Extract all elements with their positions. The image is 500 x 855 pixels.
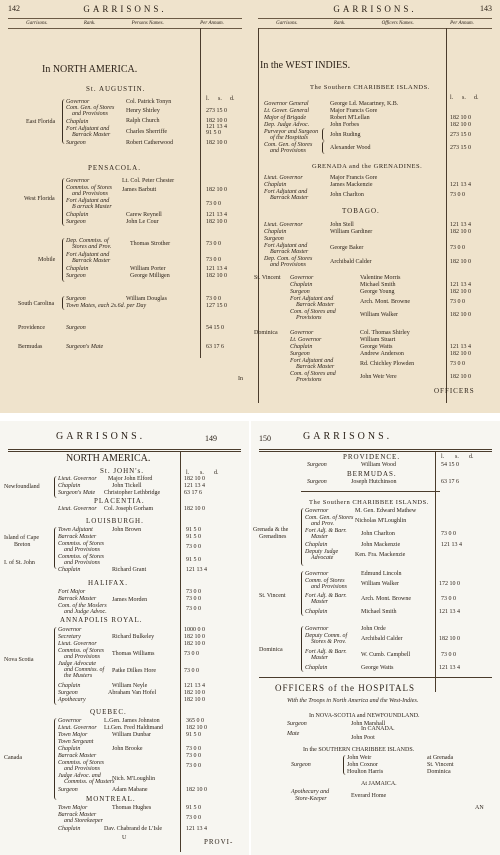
column-heads: Garrisons. Rank. Persons Names. Per Annum. [8,18,242,29]
garrison-name: Bermudas [18,344,43,350]
running-title: GARRISONS. [83,4,167,14]
section-heading: HALIFAX. [88,579,128,587]
section-heading: The Southern CHARIBBEE ISLANDS. [310,84,430,91]
section-heading: At JAMAICA. [361,781,397,787]
garrison-name: Canada [4,755,22,761]
catchword: AN [475,805,484,811]
section-heading: St. AUGUSTIN. [86,85,146,93]
running-title: GARRISONS. [333,4,417,14]
section-heading: PLACENTIA. [94,497,145,505]
region-heading: In NORTH AMERICA. [42,64,138,75]
officers-subheading: With the Troops in North America and the West-Indies. [287,698,419,704]
page-149: GARRISONS. 149 NORTH AMERICA. St. JOHN's. l. s. d. Newfoundland Lieut. Governor Chaplain Surgeon's Mate Major John Elford John Tickell Christopher Lethbridge 182 10 0 121 13 4 63 17 6 PLACENTIA. Lieut. Governor Col. Joseph Gorham 182 10 0 LOUISBURGH. Island of Cape Breton Town Adjutant Barrack Master Commiss. of Stores and Provisions Commiss. of Stores and Provisions Chaplain I. of St. John John Brown Richard Grant 91 5 0 91 5 0 73 0 0 91 5 0 121 13 4 HALIFAX. Fort Major Barrack Master Com. of the Moslers and Judge Advoc. James Morden 73 0 0 73 0 0 73 0 0 ANNAPOLIS ROYAL. Nova Scotia Governor Secretary Lieut. Governor Commiss. of Stores and Provisions Judge Advocate and Commiss. of the Musters Chaplain Surgeon Apothecary Richard Bulkeley Thomas Williams Patke Dilkes Hore William Neyle Abraham Van Hofel 1000 0 0 182 10 0 182 10 0 73 0 0 73 0 0 121 13 4 182 10 0 182 10 0 QUEBEC. Canada Governor Lieut. Governor Town Major Town Sergeant Chaplain Barrack Master Commiss. of Stores and Provisions Judge Advoc. and Commiss. of Musters Surgeon L.Gen. James Johnston Lt.Gen. Fred Haldimand William Dunbar John Brooke Nich. M'Loughlin Adam Mabane 365 0 0 182 10 0 91 5 0 73 0 0 73 0 0 73 0 0 182 10 0 MONTREAL. Town Major Barrack Master and Storekeeper Chaplain Thomas Hughes Dav. Chabrand de L'Isle 91 5 0 73 0 0 121 13 4 U PROVI- [0,421,249,855]
garrison-name: West Florida [24,196,55,202]
catchword: OFFICERS [434,387,475,395]
section-heading: GRENADA and the GRENADINES. [312,163,423,170]
garrison-name: I. of St. John [4,560,35,566]
column-heads: Garrisons. Rank. Officers Names. Per Annum. [258,18,492,29]
section-heading: The Southern CHARIBBEE ISLANDS. [309,499,429,506]
garrison-name: Dominica [259,647,283,653]
running-title: GARRISONS. [56,431,146,442]
garrison-name: St. Vincent [254,275,281,281]
garrison-name: Dominica [254,330,278,336]
region-heading: NORTH AMERICA. [66,453,151,464]
garrison-name: Newfoundland [4,484,40,490]
page-header [258,4,492,18]
section-heading: ANNAPOLIS ROYAL. [60,616,143,624]
signature-mark: U [122,835,127,841]
garrison-name: Mobile [38,257,56,263]
page-number: 149 [205,434,217,443]
catchword: PROVI- [204,838,234,846]
garrison-name: Nova Scotia [4,657,34,663]
garrison-name: Providence [18,325,45,331]
page-number: 143 [480,4,492,13]
section-heading: In NOVA-SCOTIA and NEWFOUNDLAND. [309,713,420,719]
officers-heading: OFFICERS of the HOSPITALS [275,683,416,693]
section-heading: St. JOHN's. [100,467,144,475]
garrison-name: East Florida [26,119,56,125]
section-heading: TOBAGO. [342,207,380,215]
region-heading: In the WEST INDIES. [260,60,351,71]
section-heading: MONTREAL. [86,795,136,803]
page-number: 142 [8,4,20,13]
garrison-name: St. Vincent [259,593,286,599]
page-header [8,4,242,18]
garrison-name: Grenada & the [253,527,289,533]
garrison-name: Island of Cape [4,535,39,541]
page-number: 150 [259,434,271,443]
catchword: In [238,376,243,382]
section-heading: BERMUDAS. [347,470,397,478]
running-title: GARRISONS. [303,431,393,442]
section-heading: PROVIDENCE. [343,453,401,461]
page-143: GARRISONS. 143 Garrisons. Rank. Officers Names. Per Annum. In the WEST INDIES. The Southern CHARIBBEE ISLANDS. l. s. d. Governor General Lt. Gover. General Major of Brigade Dep. Judge Advoc. Purveyor and Surgeon of the Hospitals Com. Gen. of Stores and Provisions George Ld. Macartney, K.B. Major Francis Gore Robert M'Lellan John Forbes John Ruding Alexander Wood 182 10 0 182 10 0 273 15 0 273 15 0 GRENADA and the GRENADINES. Lieut. Governor Chaplain Fort Adjutant and Barrack Master Major Francis Gore James Mackenzie John Charlton 121 13 4 73 0 0 TOBAGO. Lieut. Governor Chaplain Surgeon Fort Adjutant and Barrack Master Dep. Com. of Stores and Provisions John Stell William Gardiner George Baker Archibald Calder 121 13 4 182 10 0 73 0 0 182 10 0 St. Vincent Governor Chaplain Surgeon Fort Adjutant and Barrack Master Com. of Stores and Provisions Valentine Morris Michael Smith George Young Arch. Mont. Browne William Walker 121 13 4 182 10 0 73 0 0 182 10 0 Dominica Governor Lt. Governor Chaplain Surgeon Fort Adjutant and Barrack Master Com. of Stores and Provisions Col. Thomas Shirley William Stuart George Watts Andrew Anderson Rd. Chichley Plowden John Weir Vere 121 13 4 182 10 0 73 0 0 182 10 0 OFFICERS [250,0,500,413]
section-heading: PENSACOLA. [88,164,141,172]
section-heading: QUEBEC. [90,708,127,716]
page-150: 150 GARRISONS. PROVIDENCE. l. s. d. Surgeon William Wood 54 15 0 BERMUDAS. Surgeon Joseph Hutchinson 63 17 6 The Southern CHARIBBEE ISLANDS. Grenada & the Grenadines Governor Com. Gen. of Stores and Prov. Fort Adj. & Barr. Master Chaplain Deputy Judge Advocate M. Gen. Edward Mathew Nicholas M'Loughlin John Charlton John Mackenzie Ken. Fra. Mackenzie 73 0 0 121 13 4 St. Vincent Governor Comm. of Stores and Provisions Fort Adj. & Barr. Master Chaplain Edmund Lincoln William Walker Arch. Mont. Browne Michael Smith 172 10 0 73 0 0 121 13 4 Dominica Governor Deputy Comm. of Stores & Prov. Fort Adj. & Barr. Master Chaplain John Orde Archibald Calder W. Cumb. Campbell George Watts 182 10 0 73 0 0 121 13 4 OFFICERS of the HOSPITALS With the Troops in North America and the West-Indies. In NOVA-SCOTIA and NEWFOUNDLAND. Surgeon John Marshall Mate John Poot In CANADA. In the SOUTHERN CHARIBBEE ISLANDS. Surgeon John Weir John Coxnor Houlton Harris at Grenada St. Vincent Dominica At JAMAICA. Apothecary and Store-Keeper Everard Home AN [251,421,500,855]
page-142: 142 GARRISONS. Garrisons. Rank. Persons Names. Per Annum. In NORTH AMERICA. St. AUGUSTIN. l. s. d. East Florida Governor Com. Gen. of Stores and Provisions Chaplain Fort Adjutant and Barrack Master Surgeon Col. Patrick Tonyn Henry Shirley Ralph Church Charles Sherriffe Robert Catherwood 273 15 0 182 10 0 121 13 4 91 5 0 182 10 0 PENSACOLA. West Florida Governor Commiss. of Stores and Provisions Fort Adjutant and B arrack Master Chaplain Surgeon Lt. Col. Peter Chester James Barbutt Carew Reynell John Le Cour 182 10 0 73 0 0 121 13 4 182 10 0 Mobile Dep. Commiss. of Stores and Prov. Fort Adjutant and Barrack Master Chaplain Surgeon Thomas Strother William Porter George Milligen 73 0 0 73 0 0 121 13 4 182 10 0 South Carolina Surgeon Town Mates, each 2s.6d. per Day William Douglas 73 0 0 127 15 0 Providence Surgeon 54 15 0 Bermudas Surgeon's Mate 63 17 6 In [0,0,251,413]
section-heading: LOUISBURGH. [86,517,144,525]
section-heading: In CANADA. [361,726,395,732]
section-heading: In the SOUTHERN CHARIBBEE ISLANDS. [303,747,415,753]
garrison-name: South Carolina [18,301,55,307]
